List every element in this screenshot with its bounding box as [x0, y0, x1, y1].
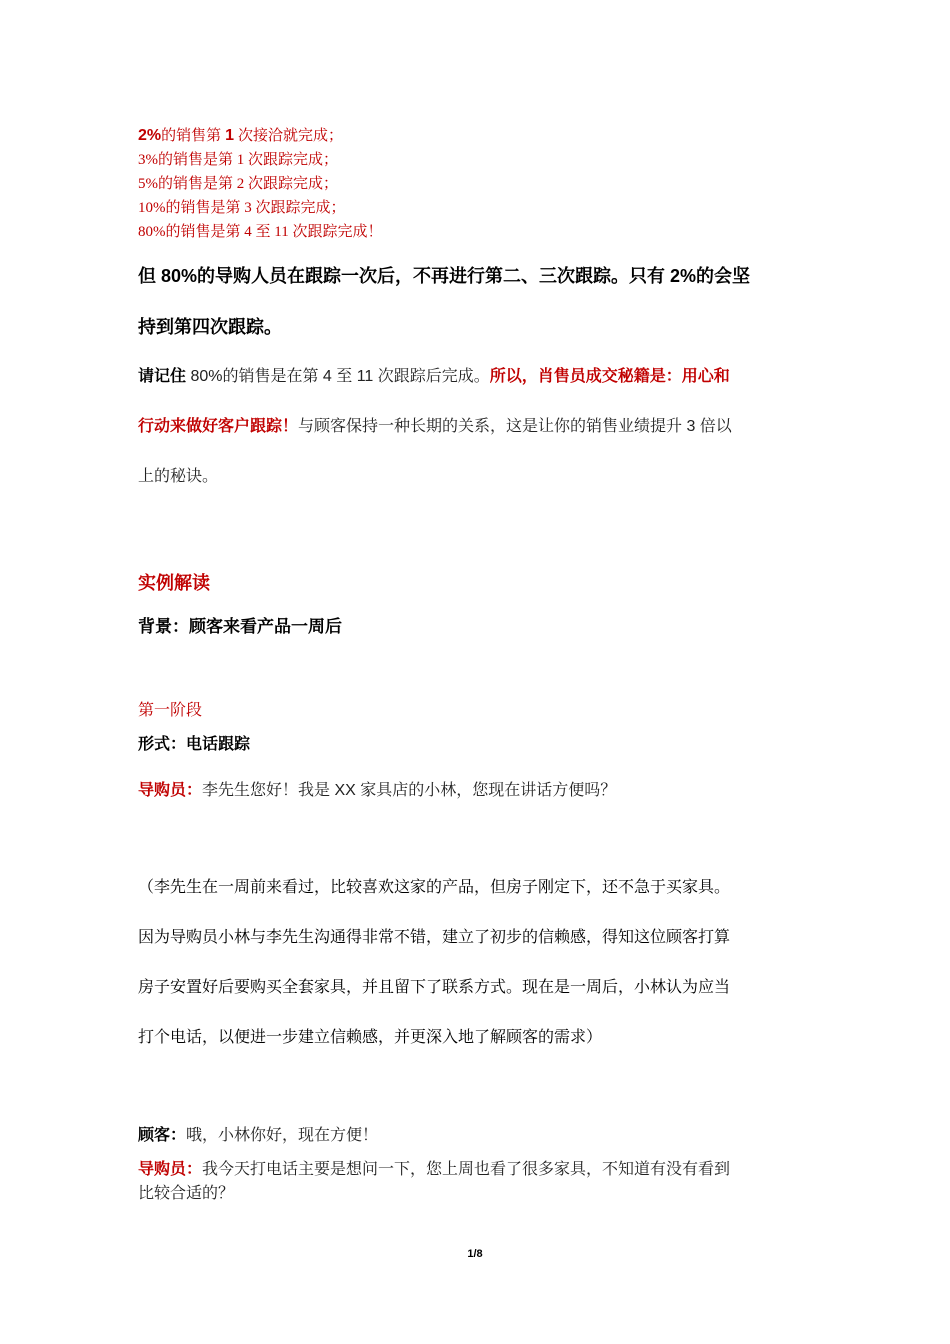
stat-line-2: 3%的销售是第 1 次跟踪完成；	[138, 152, 338, 168]
speaker-label: 导购员：	[138, 1161, 203, 1178]
emphasis-line-1: 但 80%的导购人员在跟踪一次后，不再进行第二、三次跟踪。只有 2%的会坚	[138, 266, 751, 286]
speech-text: 我今天打电话主要是想问一下，您上周也看了很多家具，不知道有没有看到	[202, 1161, 731, 1178]
speech-text: 哦，小林你好，现在方便！	[186, 1127, 379, 1144]
dialog-guide-2	[138, 1156, 730, 1179]
dialog-guide-1	[138, 777, 616, 800]
stat-text: 次接洽就完成；	[238, 128, 344, 144]
speaker-label: 导购员：	[138, 782, 203, 799]
background-line: 背景：顾客来看产品一周后	[138, 617, 342, 636]
emphasis-line-2: 持到第四次跟踪。	[138, 317, 282, 337]
speaker-label: 顾客：	[138, 1127, 187, 1144]
stat-line-5: 80%的销售是第 4 至 11 次跟踪完成！	[138, 224, 383, 240]
secret-text: 行动来做好客户跟踪！	[138, 418, 299, 435]
note-line-1: （李先生在一周前来看过，比较喜欢这家的产品，但房子刚定下，还不急于买家具。	[138, 879, 731, 896]
remember-line-2	[138, 413, 732, 436]
remember-label: 请记住	[138, 368, 187, 385]
page-number: 1/8	[467, 1248, 483, 1260]
section-heading: 实例解读	[138, 573, 210, 593]
stat-line-1	[138, 124, 343, 145]
remember-line-3: 上的秘诀。	[138, 468, 219, 485]
note-line-4: 打个电话，以便进一步建立信赖感，并更深入地了解顾客的需求）	[138, 1029, 603, 1046]
stat-number: 1	[225, 127, 235, 144]
stage-label: 第一阶段	[138, 702, 203, 719]
speech-text: 李先生您好！我是 XX 家具店的小林，您现在讲话方便吗？	[202, 782, 617, 799]
stat-line-4: 10%的销售是第 3 次跟踪完成；	[138, 200, 346, 216]
secret-text: 所以，肖售员成交秘籍是：用心和	[489, 368, 730, 385]
dialog-guide-2-cont: 比较合适的？	[138, 1185, 235, 1202]
remember-text: 80%的销售是在第 4 至 11 次跟踪后完成。	[186, 368, 490, 385]
note-line-2: 因为导购员小林与李先生沟通得非常不错，建立了初步的信赖感，得知这位顾客打算	[138, 929, 731, 946]
note-line-3: 房子安置好后要购买全套家具，并且留下了联系方式。现在是一周后，小林认为应当	[138, 979, 731, 996]
stat-text: 的销售第	[161, 128, 222, 144]
remember-text: 与顾客保持一种长期的关系，这是让你的销售业绩提升 3 倍以	[298, 418, 732, 435]
stat-percent: 2%	[138, 127, 162, 144]
stat-line-3: 5%的销售是第 2 次跟踪完成；	[138, 176, 338, 192]
form-label: 形式：电话跟踪	[138, 736, 251, 753]
remember-line-1	[138, 363, 730, 386]
dialog-customer	[138, 1122, 378, 1145]
